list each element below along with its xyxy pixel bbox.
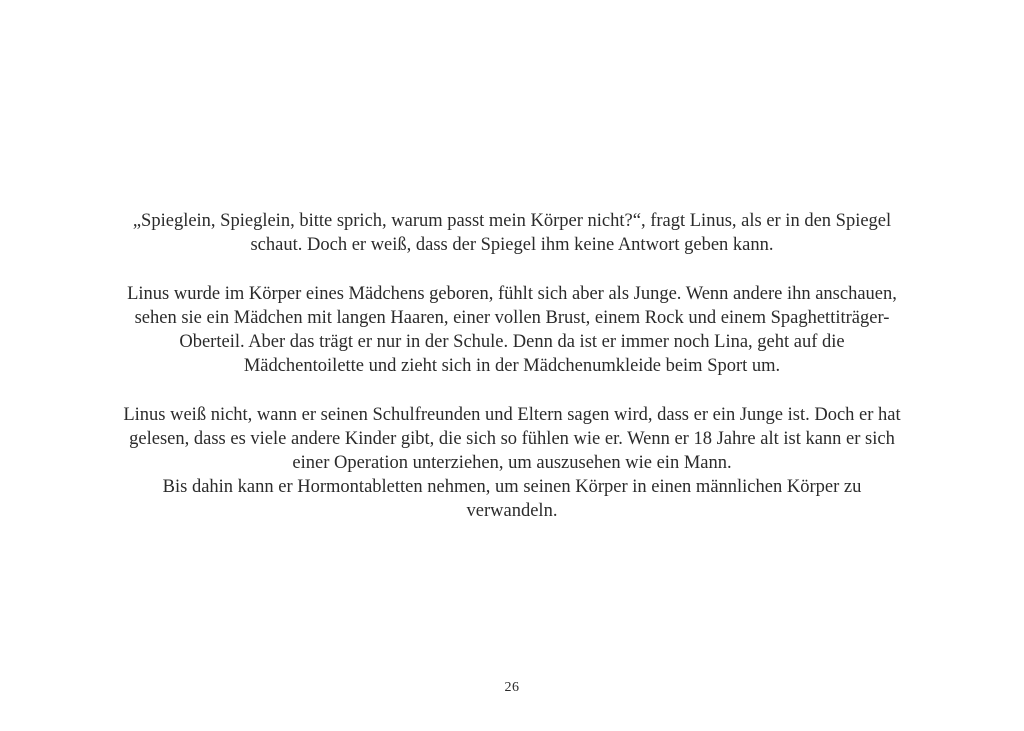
page-number: 26 — [504, 680, 520, 695]
text-line: Mädchentoilette und zieht sich in der Mädchenumkleide beim Sport um. — [243, 356, 781, 377]
text-line: sehen sie ein Mädchen mit langen Haaren, einer vollen Brust, einem Rock und einem Spaghettiträger- — [134, 307, 890, 328]
text-line: Bis dahin kann er Hormontabletten nehmen, um seinen Körper in einen männlichen Körper zu — [162, 477, 862, 498]
paragraph — [60, 209, 964, 257]
text-line: verwandeln. — [466, 501, 558, 522]
body-text — [60, 209, 964, 524]
text-line: Linus wurde im Körper eines Mädchens geboren, fühlt sich aber als Junge. Wenn andere ihn anschauen, — [127, 283, 897, 304]
text-line: gelesen, dass es viele andere Kinder gibt, die sich so fühlen wie er. Wenn er 18 Jahre alt ist kann er sich — [129, 428, 895, 449]
text-line: Linus weiß nicht, wann er seinen Schulfreunden und Eltern sagen wird, dass er ein Junge ist. Doch er hat — [123, 404, 901, 425]
text-line: „Spieglein, Spieglein, bitte sprich, warum passt mein Körper nicht?“, fragt Linus, als er in den Spiegel — [132, 211, 892, 231]
paragraph — [60, 403, 964, 524]
text-line: Oberteil. Aber das trägt er nur in der Schule. Denn da ist er immer noch Lina, geht auf die — [179, 332, 845, 352]
text-line: einer Operation unterziehen, um auszusehen wie ein Mann. — [292, 453, 732, 473]
text-line: schaut. Doch er weiß, dass der Spiegel ihm keine Antwort geben kann. — [250, 235, 774, 256]
paragraph — [60, 282, 964, 379]
